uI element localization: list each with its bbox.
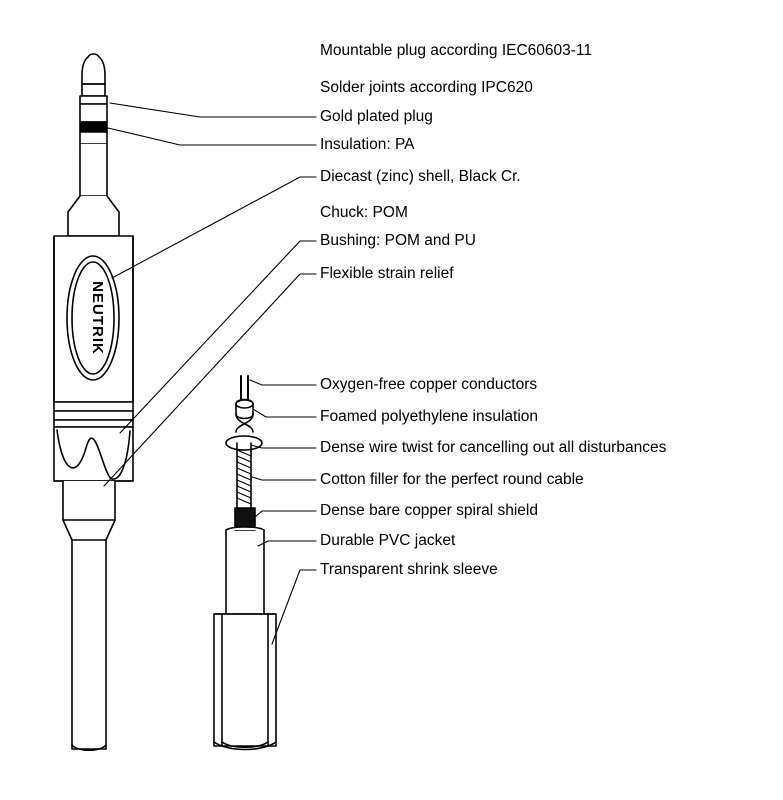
callout-bushing-pom-pu: Bushing: POM and PU (320, 232, 476, 249)
callout-foamed-pe: Foamed polyethylene insulation (320, 408, 538, 425)
callout-flexible-strain: Flexible strain relief (320, 265, 454, 282)
plug-bushing (54, 427, 133, 481)
callout-dense-wire-twist: Dense wire twist for cancelling out all disturbances (320, 439, 667, 456)
callout-shrink-sleeve: Transparent shrink sleeve (320, 561, 498, 578)
callout-solder-joints: Solder joints according IPC620 (320, 79, 533, 96)
callout-insulation-pa: Insulation: PA (320, 136, 415, 153)
callout-cotton-filler: Cotton filler for the perfect round cable (320, 471, 584, 488)
svg-text:NEUTRIK: NEUTRIK (89, 281, 106, 355)
callout-oxygen-free-copper: Oxygen-free copper conductors (320, 376, 538, 393)
plug-tip (82, 54, 105, 96)
callout-pvc-jacket: Durable PVC jacket (320, 532, 456, 549)
cable-cutaway (214, 376, 276, 750)
callout-gold-plated-plug: Gold plated plug (320, 108, 433, 125)
callout-spiral-shield: Dense bare copper spiral shield (320, 502, 538, 519)
plug-shaft (68, 144, 119, 236)
strain-relief (63, 481, 115, 750)
leader-lines (104, 103, 316, 644)
neutrik-logo (89, 281, 106, 355)
callout-diecast-shell: Diecast (zinc) shell, Black Cr. (320, 168, 521, 185)
plug-chuck (54, 402, 133, 427)
callout-mountable-plug: Mountable plug according IEC60603-11 (320, 42, 593, 59)
plug-contacts (80, 96, 107, 144)
callout-chuck-pom: Chuck: POM (320, 204, 408, 221)
